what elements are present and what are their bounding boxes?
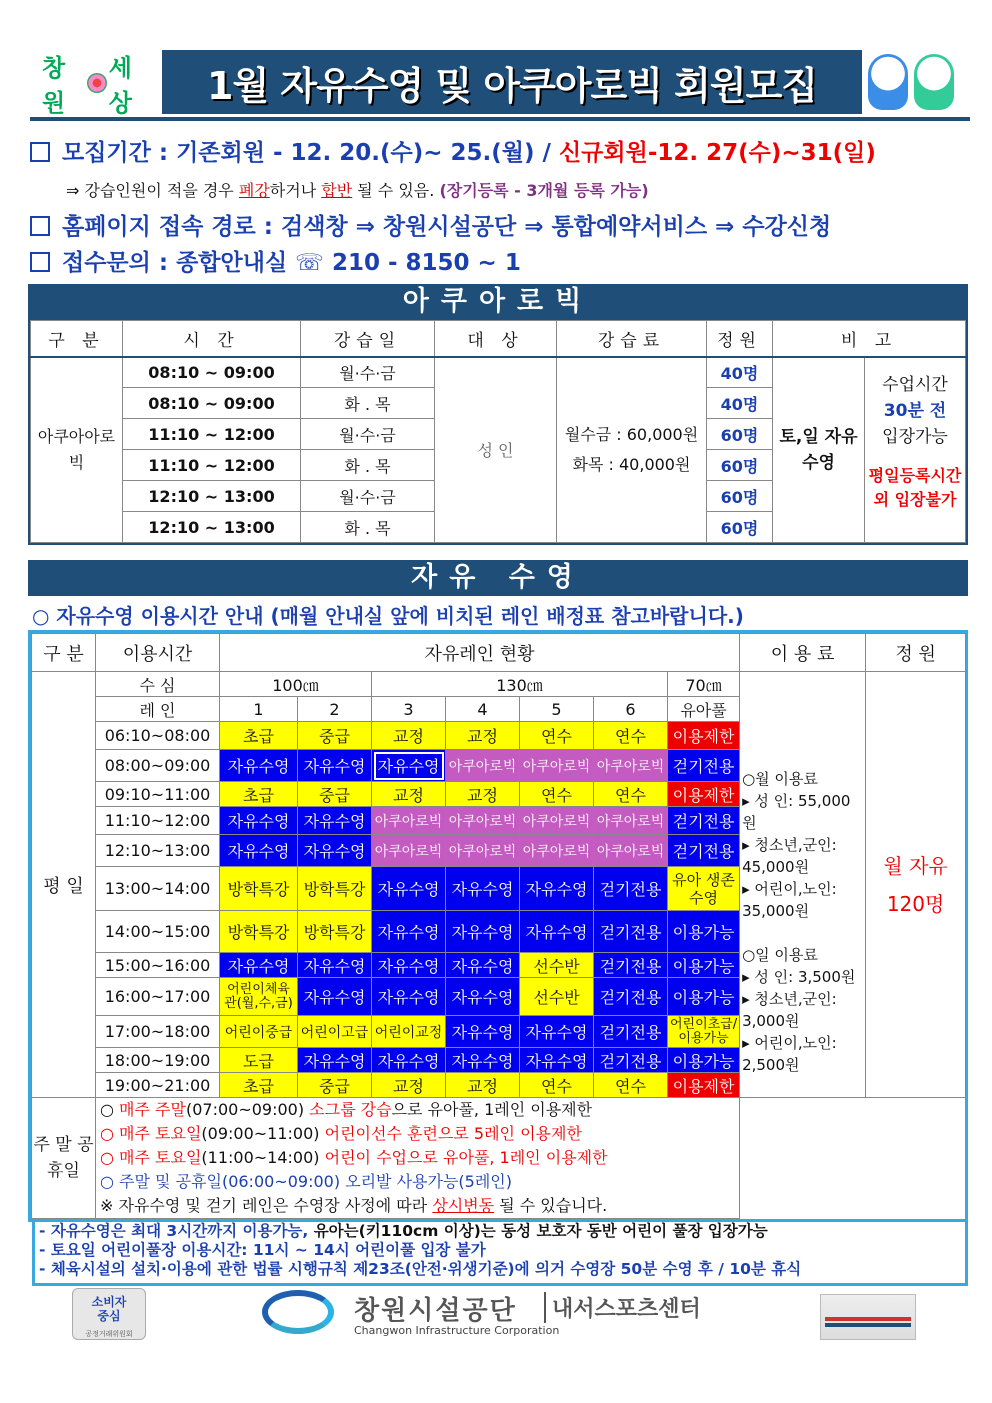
bottom-note-3: - 체육시설의 설치·이용에 관한 법률 시행규칙 제23조(안전·위생기준)에 의거 수영장 50분 수영 후 / 10분 휴식 [39,1260,802,1278]
lane-cell: 걷기전용 [594,978,668,1016]
lane-cell: 유아 생존수영 [668,867,740,911]
lane-cell: 중급 [298,782,372,807]
lane-cell: 이용가능 [668,1048,740,1073]
lane-3: 3 [372,697,446,722]
lane-cell: 연수 [594,782,668,807]
schedule-time: 17:00~18:00 [96,1016,220,1048]
fee-month-title: ○월 이용료 [742,770,818,788]
note-time: (07:00~09:00) [185,1100,310,1119]
lane-6: 6 [594,697,668,722]
lane-cell: 방학특강 [220,867,298,911]
note-right-3: 입장가능 [882,426,948,447]
lane-cell: 교정 [446,722,520,750]
aerobic-table [30,320,966,543]
fee-day-youth: ▸ 청소년,군인: 3,000원 [742,990,837,1030]
contact-text: 접수문의 : 종합안내실 ☏ 210 - 8150 ~ 1 [62,250,521,276]
logo-text-left: 창원 [42,53,65,117]
note-prefix: ⇒ 강습인원이 적을 경우 [66,181,239,200]
lane-cell: 자유수영 [372,953,446,978]
period-existing: 기존회원 - 12. 20.(수)~ 25.(월) / [176,140,559,166]
lane-cell: 방학특강 [220,911,298,953]
schedule-time: 13:00~14:00 [96,867,220,911]
lane-cell: 연수 [520,782,594,807]
lane-cell: 아쿠아로빅 [520,750,594,782]
lane-1: 1 [220,697,298,722]
aerobic-header-category: 구 분 [31,321,123,357]
free-swim-section-title: 자유 수영 [28,560,968,596]
homepage-route [30,208,831,241]
schedule-time: 06:10~08:00 [96,722,220,750]
lane-cell: 자유수영 [298,978,372,1016]
note-long-term: (장기등록 - 3개월 등록 가능) [439,181,649,200]
aerobic-time: 12:10 ~ 13:00 [123,512,301,543]
weekend-note-fins: ○ 주말 및 공휴일(06:00~09:00) 오리발 사용가능(5레인) [100,1172,513,1191]
lane-kids: 유아풀 [668,697,740,722]
logo-text-right: 세상 [108,53,131,117]
aerobic-days: 화 . 목 [301,388,435,419]
lane-cell: 이용가능 [668,953,740,978]
weekday-label: 평 일 [32,672,96,1098]
bottom-note-1-post: 가능 [737,1222,768,1240]
schedule-time: 11:10~12:00 [96,807,220,835]
lane-cell: 자유수영 [298,750,372,782]
lane-cell: 교정 [372,1073,446,1098]
lane-cell: 걷기전용 [594,1048,668,1073]
lane-cell: 아쿠아로빅 [520,835,594,867]
changwon-logo [42,53,152,117]
aerobic-header-fee: 강습료 [557,321,707,357]
aerobic-days: 화 . 목 [301,512,435,543]
schedule-time: 14:00~15:00 [96,911,220,953]
aerobic-fee-tt: 화목 : 40,000원 [572,454,691,474]
bottom-notes [32,1222,968,1286]
lane-cell: 걷기전용 [594,953,668,978]
note-pre: ※ 자유수영 및 걷기 레인은 수영장 사정에 따라 [100,1196,433,1215]
free-header-row [32,634,966,672]
page-title [162,50,862,114]
homepage-route-text: 홈페이지 접속 경로 : 검색창 ⇒ 창원시설공단 ⇒ 통합예약서비스 ⇒ 수강신청 [62,214,832,240]
lane-cell: 어린이초급/이용가능 [668,1016,740,1048]
depth-row [32,672,966,697]
header [30,50,962,120]
lane-cell: 방학특강 [298,911,372,953]
free-header-category: 구 분 [32,634,96,672]
lane-cell: 아쿠아로빅 [372,807,446,835]
lane-cell: 자유수영 [220,835,298,867]
lane-cell: 아쿠아로빅 [446,835,520,867]
lane-cell: 도급 [220,1048,298,1073]
contact-info [30,244,521,277]
cap-line1: 월 자유 [883,853,948,878]
note-red: 매주 토요일 [119,1148,202,1167]
lane-cell: 자유수영 [220,953,298,978]
lane-cell: 이용가능 [668,911,740,953]
lane-cell: 자유수영 [520,867,594,911]
lane-cell: 자유수영 [520,1048,594,1073]
lane-cell: 교정 [372,782,446,807]
bottom-note-1 [39,1222,965,1241]
corporation-logo [262,1288,712,1348]
note-red: 어린이 수업 [324,1148,407,1167]
mascot-blue-icon [868,54,908,110]
fee-day-title: ○일 이용료 [742,946,818,964]
schedule-time: 08:00~09:00 [96,750,220,782]
aerobic-capacity: 40명 [707,388,773,419]
lane-cell: 중급 [298,722,372,750]
free-swim-table-wrap [28,630,968,1222]
cap-line2: 120명 [886,891,945,916]
aerobic-note-entry [865,357,966,543]
note-time: (09:00~11:00) [201,1124,325,1143]
lane-cell: 연수 [520,722,594,750]
lane-cell: 자유수영 [520,911,594,953]
lane-cell: 방학특강 [298,867,372,911]
lane-cell: 초급 [220,1073,298,1098]
weekend-notes [96,1098,740,1219]
aerobic-fee-mwf: 월수금 : 60,000원 [564,424,699,444]
weekend-label: 주 말 공휴일 [32,1098,96,1219]
aerobic-capacity: 60명 [707,481,773,512]
capacity-cell [866,672,966,1098]
cert-stripe-blue [825,1323,911,1327]
aerobic-header-time: 시 간 [123,321,301,357]
aerobic-category: 아쿠아아로 빅 [31,357,123,543]
lane-cell: 자유수영 [446,978,520,1016]
aerobic-time: 11:10 ~ 12:00 [123,419,301,450]
schedule-time: 19:00~21:00 [96,1073,220,1098]
lane-cell: 자유수영 [446,911,520,953]
aerobic-section-title: 아쿠아로빅 [28,284,968,320]
lane-cell: 자유수영 [372,978,446,1016]
note-right-red: 평일등록시간 외 입장불가 [868,465,962,509]
badge-line2: 중심 [97,1309,121,1323]
lane-cell: 이용제한 [668,1073,740,1098]
lane-cell: 어린이중급 [220,1016,298,1048]
lane-cell: 자유수영 [298,1048,372,1073]
note-underline: 상시변동 [432,1196,495,1215]
aerobic-header-days: 강습일 [301,321,435,357]
lane-cell: 아쿠아로빅 [594,807,668,835]
fee-month-adult: ▸ 성 인: 55,000원 [742,792,851,832]
lane-cell: 아쿠아로빅 [594,835,668,867]
lane-cell: 중급 [298,1073,372,1098]
lane-label: 레 인 [96,697,220,722]
note-red: 소그룹 강습 [309,1100,392,1119]
note-mid1: 하거나 [269,181,322,200]
bullet-icon: ○ [100,1148,120,1167]
lane-cell: 자유수영 [372,750,446,782]
note-time: (11:00~14:00) [201,1148,325,1167]
recruit-period [30,134,876,167]
note-post: 으로 유아풀, 1레인 이용제한 [407,1148,608,1167]
weekend-note [100,1146,738,1170]
lane-cell: 걷기전용 [668,750,740,782]
free-header-lanes: 자유레인 현황 [220,634,740,672]
checkbox-square-icon [30,216,50,236]
lane-cell: 자유수영 [298,953,372,978]
lane-5: 5 [520,697,594,722]
depth-130: 130㎝ [372,672,668,697]
note-red: 매주 주말 [119,1100,186,1119]
lane-cell: 선수반 [520,978,594,1016]
corporation-eng: Changwon Infrastructure Corporation [354,1324,560,1337]
cert-stripe-red [825,1317,911,1321]
lane-cell: 자유수영 [372,911,446,953]
depth-label: 수 심 [96,672,220,697]
aerobic-header-note: 비 고 [773,321,966,357]
aerobic-time: 08:10 ~ 09:00 [123,388,301,419]
lane-cell: 자유수영 [446,1016,520,1048]
weekend-note-change [100,1194,738,1218]
page-title-text: 1월 자유수영 및 아쿠아로빅 회원모집 [207,63,817,108]
schedule-time: 12:10~13:00 [96,835,220,867]
aerobic-time: 12:10 ~ 13:00 [123,481,301,512]
lane-4: 4 [446,697,520,722]
lane-cell: 자유수영 [298,835,372,867]
depth-70: 70㎝ [668,672,740,697]
corporation-swirl-icon [262,1290,334,1334]
aerobic-table-wrap [28,320,968,545]
schedule-time: 15:00~16:00 [96,953,220,978]
bottom-note-1-pre: - 자유수영은 최대 3시간까지 이용가능, [39,1222,314,1240]
fee-month-child: ▸ 어린이,노인: 35,000원 [742,880,837,920]
aerobic-days: 월·수·금 [301,357,435,388]
fee-day-child: ▸ 어린이,노인: 2,500원 [742,1034,837,1074]
schedule-time: 09:10~11:00 [96,782,220,807]
lane-cell: 걷기전용 [668,835,740,867]
free-header-time: 이용시간 [96,634,220,672]
aerobic-target: 성 인 [435,357,557,543]
aerobic-days: 화 . 목 [301,450,435,481]
cancel-note [66,178,649,201]
bullet-icon: ○ [100,1100,120,1119]
lane-cell: 아쿠아로빅 [594,750,668,782]
lane-cell: 자유수영 [220,750,298,782]
bottom-note-2: - 토요일 어린이풀장 이용시간: 11시 ~ 14시 어린이풀 입장 불가 [39,1241,486,1259]
aerobic-header-row [31,321,966,357]
note-post: 으로 유아풀, 1레인 이용제한 [391,1100,593,1119]
free-header-fee: 이 용 료 [740,634,866,672]
note-cancel: 폐강 [238,181,270,200]
lane-cell: 자유수영 [220,807,298,835]
lane-cell: 이용제한 [668,782,740,807]
note-right-1: 수업시간 [882,374,948,395]
aerobic-capacity: 40명 [707,357,773,388]
note-mid2: 될 수 있음. [352,181,440,200]
fee-month-youth: ▸ 청소년,군인: 45,000원 [742,836,837,876]
lane-cell: 이용제한 [668,722,740,750]
badge-small: 공정거래위원회 [85,1330,133,1338]
weekend-note [100,1098,738,1122]
period-label: 모집기간 : [62,140,177,166]
weekend-row [32,1098,966,1219]
lane-cell: 교정 [446,1073,520,1098]
lane-cell: 어린이체육관(월,수,금) [220,978,298,1016]
aerobic-time: 11:10 ~ 12:00 [123,450,301,481]
lane-cell: 자유수영 [372,867,446,911]
note-red: 매주 토요일 [119,1124,202,1143]
bullet-icon: ○ [100,1124,120,1143]
free-swim-guide: ○ 자유수영 이용시간 안내 (매월 안내실 앞에 비치된 레인 배정표 참고바랍니다.) [32,604,744,628]
checkbox-square-icon [30,142,50,162]
checkbox-square-icon [30,252,50,272]
aerobic-header-target: 대 상 [435,321,557,357]
aerobic-capacity: 60명 [707,512,773,543]
lane-cell: 아쿠아로빅 [446,807,520,835]
aerobic-fee [557,357,707,543]
lane-cell: 걷기전용 [594,867,668,911]
lane-cell: 자유수영 [372,1048,446,1073]
lane-2: 2 [298,697,372,722]
lane-cell: 초급 [220,722,298,750]
mascot-green-icon [914,54,954,110]
note-merge: 합반 [321,181,353,200]
aerobic-days: 월·수·금 [301,481,435,512]
lane-cell: 아쿠아로빅 [372,835,446,867]
logo-dot-icon [87,73,107,93]
lane-cell: 아쿠아로빅 [446,750,520,782]
note-post: 될 수 있습니다. [494,1196,608,1215]
depth-100: 100㎝ [220,672,372,697]
lane-cell: 연수 [594,1073,668,1098]
lane-cell: 연수 [520,1073,594,1098]
period-new: 신규회원-12. 27(수)~31(일) [558,140,876,166]
aerobic-capacity: 60명 [707,450,773,481]
aerobic-note-weekend: 토,일 자유수영 [773,357,865,543]
lane-cell: 연수 [594,722,668,750]
weekend-note [100,1122,738,1146]
fee-day-adult: ▸ 성 인: 3,500원 [742,968,856,986]
bottom-note-1-mid: 유아는(키110cm 이상)는 동성 보호자 동반 어린이 풀장 입장 [313,1222,738,1240]
aerobic-header-capacity: 정원 [707,321,773,357]
aerobic-time: 08:10 ~ 09:00 [123,357,301,388]
lane-cell: 걷기전용 [594,1016,668,1048]
fee-cell [740,672,866,1098]
lane-cell: 자유수영 [298,807,372,835]
lane-cell: 초급 [220,782,298,807]
lane-cell: 자유수영 [520,1016,594,1048]
corporation-name: 창원시설공단 [354,1296,517,1326]
lane-cell: 교정 [446,782,520,807]
free-swim-table [31,633,966,1219]
lane-cell: 어린이교정 [372,1016,446,1048]
lane-cell: 걷기전용 [594,911,668,953]
consumer-badge [72,1288,146,1340]
aerobic-row [31,357,966,388]
schedule-time: 18:00~19:00 [96,1048,220,1073]
lane-cell: 아쿠아로빅 [520,807,594,835]
lane-cell: 걷기전용 [668,807,740,835]
lane-cell: 이용가능 [668,978,740,1016]
lane-cell: 자유수영 [446,867,520,911]
schedule-time: 16:00~17:00 [96,978,220,1016]
lane-cell: 선수반 [520,953,594,978]
lane-cell: 어린이고급 [298,1016,372,1048]
certification-mark-icon [820,1294,916,1340]
aerobic-capacity: 60명 [707,419,773,450]
header-divider [30,117,970,121]
note-right-2: 30분 전 [883,400,947,421]
aerobic-days: 월·수·금 [301,419,435,450]
free-header-capacity: 정 원 [866,634,966,672]
badge-line1: 소비자 [91,1295,127,1309]
note-red: 어린이선수 훈련 [324,1124,438,1143]
note-post: 으로 5레인 이용제한 [437,1124,582,1143]
lane-cell: 자유수영 [446,953,520,978]
lane-cell: 자유수영 [446,1048,520,1073]
lane-cell: 교정 [372,722,446,750]
sports-center-name: 내서스포츠센터 [544,1292,701,1323]
